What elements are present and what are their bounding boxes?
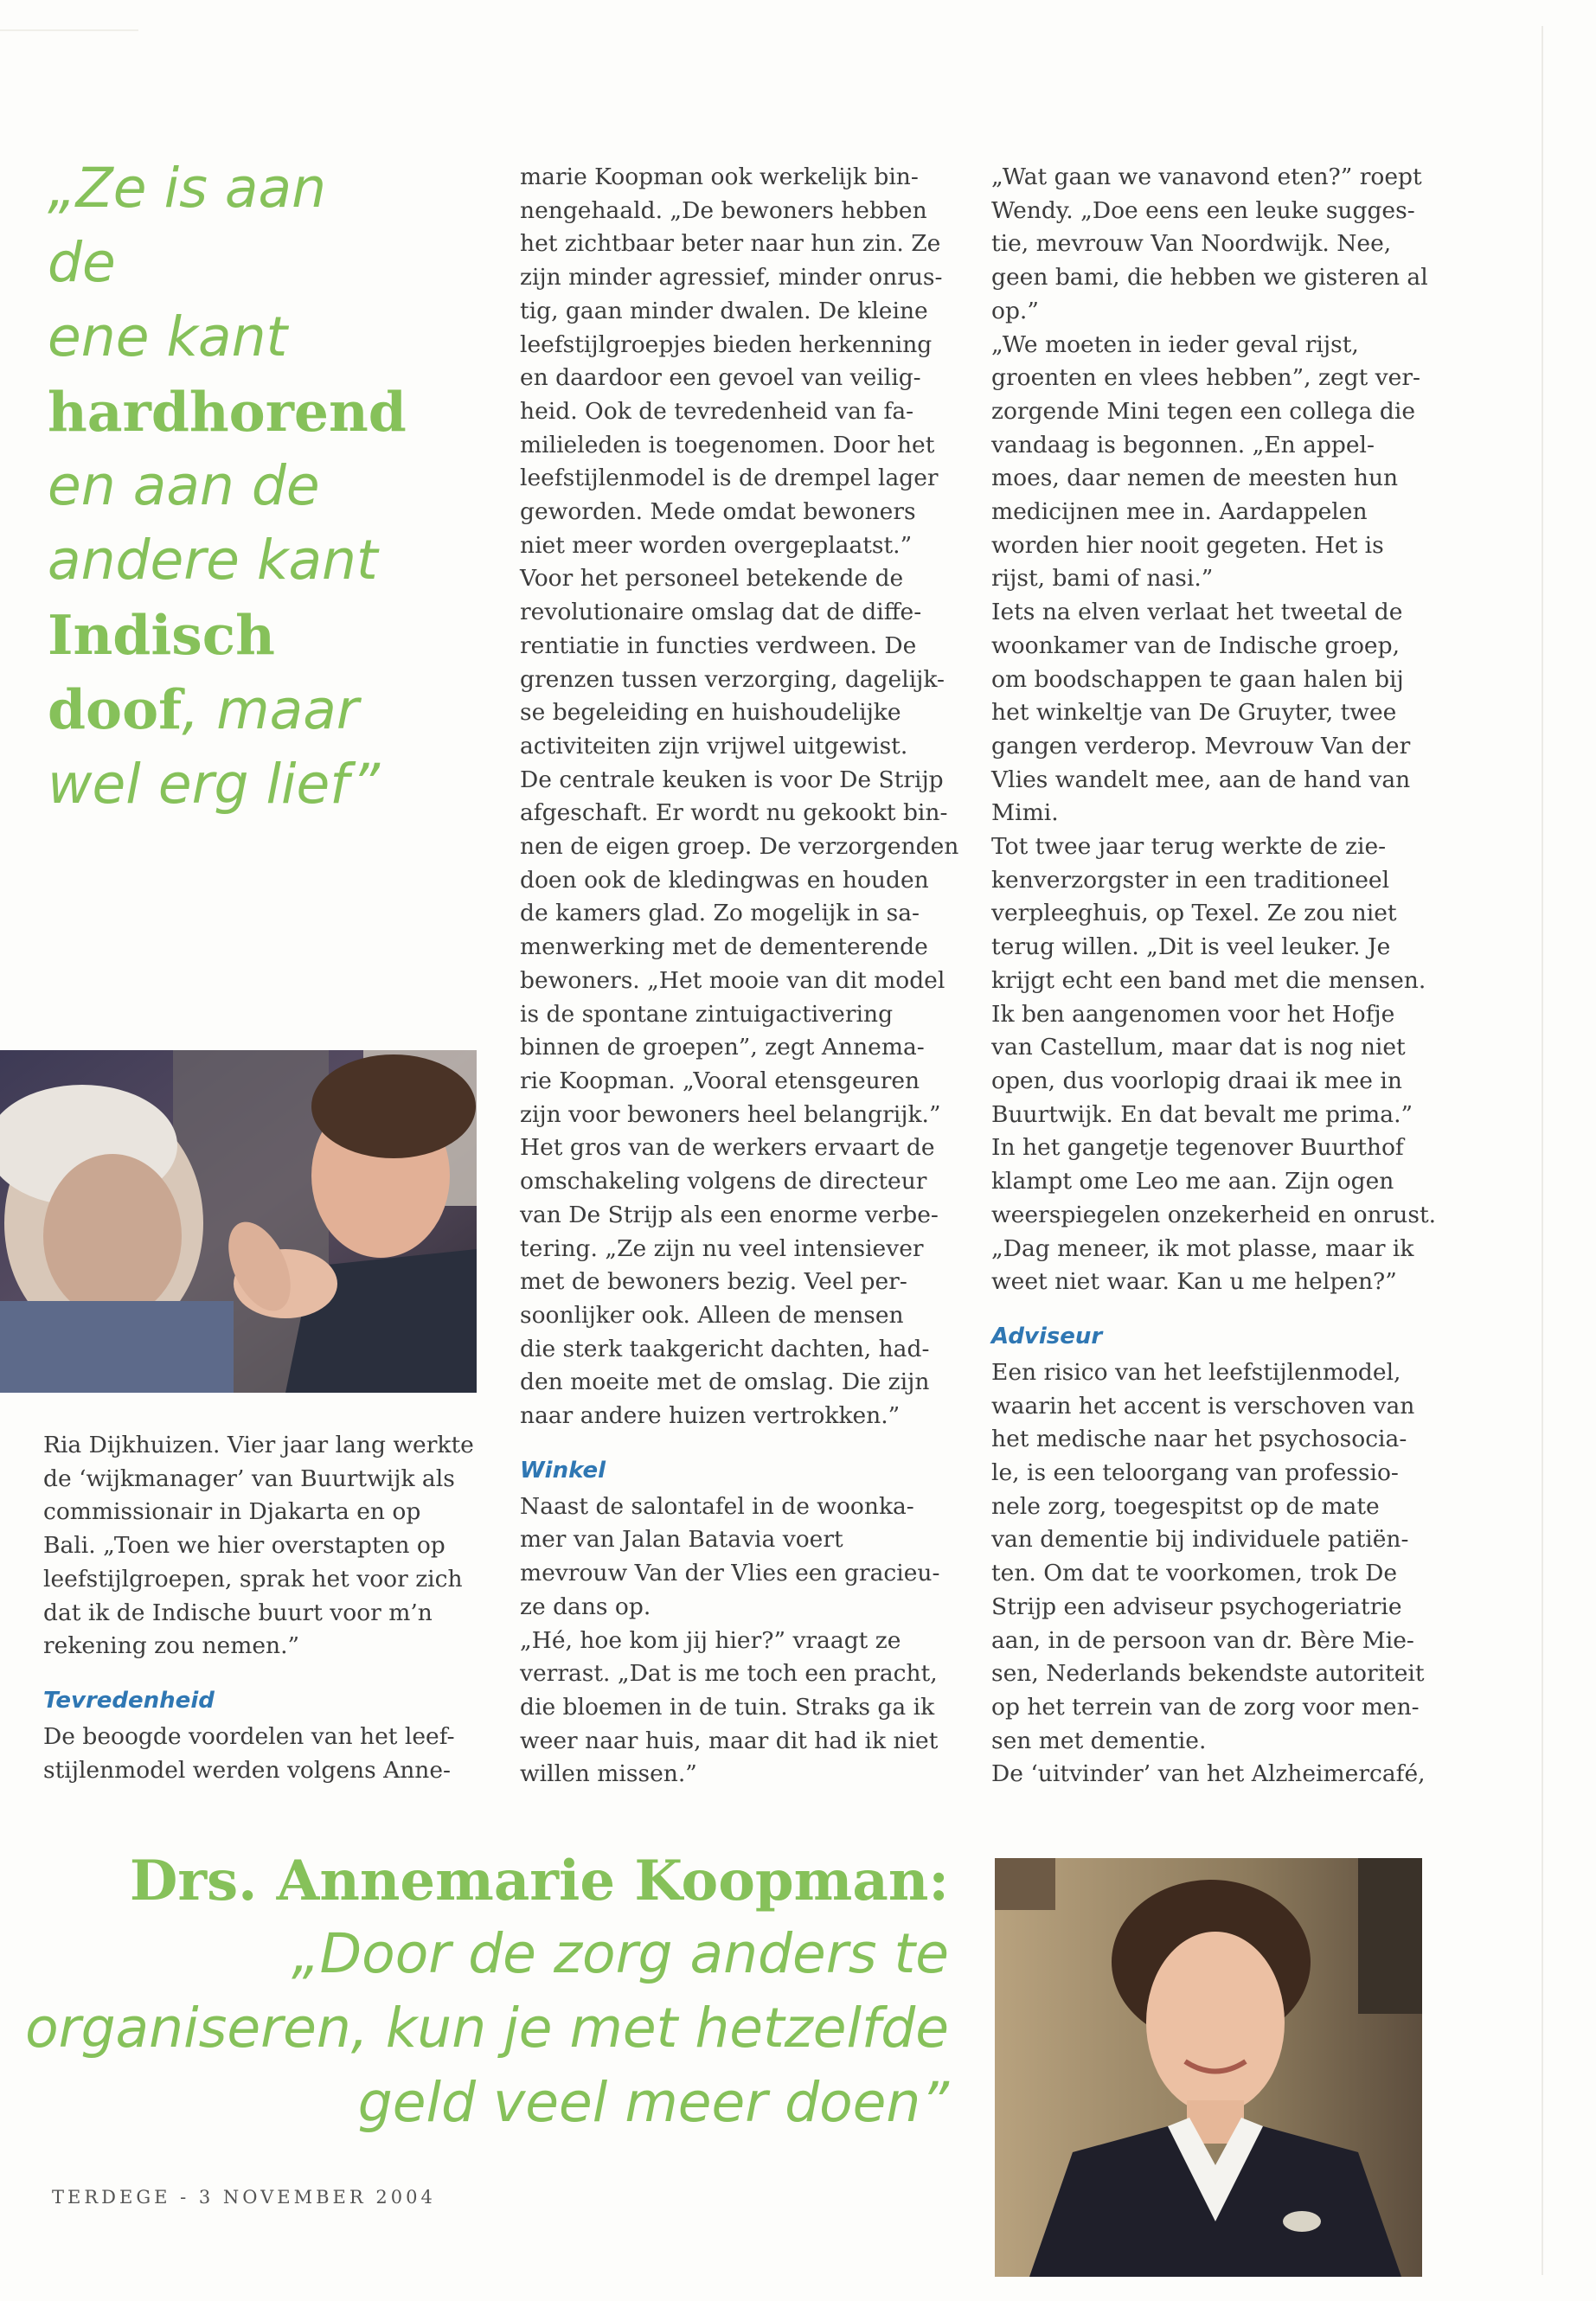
text-line: tering. „Ze zijn nu veel intensiever <box>520 1234 924 1262</box>
text-line: rijst, bami of nasi.” <box>991 565 1214 593</box>
text-line: weerspiegelen onzekerheid en onrust. <box>991 1201 1437 1228</box>
text-line: leefstijlgroepen, sprak het voor zich <box>43 1565 463 1593</box>
text-line: grenzen tussen verzorging, dagelijk- <box>520 665 945 693</box>
pull-quote <box>48 151 411 822</box>
quote-attribution-name: Drs. Annemarie Koopman: <box>129 1849 949 1913</box>
text-line: en daardoor een gevoel van veilig- <box>520 364 921 392</box>
section-subhead-tevredenheid: Tevredenheid <box>43 1687 215 1714</box>
pull-quote-line: ene kant <box>48 305 288 369</box>
pull-quote-emphasis: Indisch <box>48 603 275 667</box>
photo-portrait-annemarie-koopman <box>995 1858 1422 2277</box>
article-column-right <box>991 161 1441 1791</box>
text-line: nen de eigen groep. De verzorgenden <box>520 833 959 861</box>
text-line: op.” <box>991 297 1039 324</box>
text-line: zijn voor bewoners heel belangrijk.” <box>520 1100 941 1128</box>
pull-quote-line: wel erg lief” <box>48 753 380 816</box>
text-line: leefstijlgroepjes bieden herkenning <box>520 330 933 358</box>
text-line: stijlenmodel werden volgens Anne- <box>43 1756 452 1784</box>
text-line: Mimi. <box>991 799 1059 827</box>
text-line: heid. Ook de tevredenheid van fa- <box>520 397 914 425</box>
text-line: nele zorg, toegespitst op de mate <box>991 1492 1380 1520</box>
text-line: Iets na elven verlaat het tweetal de <box>991 599 1403 626</box>
pull-quote-emphasis: hardhorend <box>48 380 407 444</box>
text-line: woonkamer van de Indische groep, <box>991 631 1400 659</box>
text-line: medicijnen mee in. Aardappelen <box>991 498 1368 526</box>
text-line: waarin het accent is verschoven van <box>991 1392 1415 1420</box>
paragraph-block <box>991 161 1441 1299</box>
paragraph-block <box>520 161 959 1433</box>
text-line: dat ik de Indische buurt voor m’n <box>43 1599 433 1626</box>
text-line: Buurtwijk. En dat bevalt me prima.” <box>991 1100 1413 1128</box>
text-line: Het gros van de werkers ervaart de <box>520 1134 935 1162</box>
text-line: weet niet waar. Kan u me helpen?” <box>991 1268 1397 1296</box>
text-line: om boodschappen te gaan halen bij <box>991 665 1404 693</box>
paragraph-block <box>43 1721 493 1787</box>
text-line: mevrouw Van der Vlies een gracieu- <box>520 1560 940 1587</box>
text-line: De centrale keuken is voor De Strijp <box>520 766 944 793</box>
text-line: Ik ben aangenomen voor het Hofje <box>991 1000 1395 1028</box>
text-line: zorgende Mini tegen een collega die <box>991 397 1416 425</box>
text-line: Bali. „Toen we hier overstapten op <box>43 1532 445 1560</box>
text-line: sen, Nederlands bekendste autoriteit <box>991 1660 1425 1688</box>
section-subhead-adviseur: Adviseur <box>991 1323 1103 1349</box>
text-line: moes, daar nemen de meesten hun <box>991 465 1399 492</box>
text-line: gangen verderop. Mevrouw Van der <box>991 732 1411 760</box>
text-line: menwerking met de dementerende <box>520 933 928 961</box>
text-line: krijgt echt een band met die mensen. <box>991 966 1426 994</box>
paragraph-block <box>991 1356 1441 1791</box>
text-line: De ‘uitvinder’ van het Alzheimercafé, <box>991 1760 1426 1788</box>
text-line: willen missen.” <box>520 1760 697 1788</box>
text-line: Naast de salontafel in de woonka- <box>520 1492 914 1520</box>
text-line: rie Koopman. „Vooral etensgeuren <box>520 1067 920 1094</box>
text-line: In het gangetje tegenover Buurthof <box>991 1134 1404 1162</box>
text-line: Strijp een adviseur psychogeriatrie <box>991 1593 1402 1620</box>
bottom-quote-line: „Door de zorg anders te <box>292 1922 949 1985</box>
text-line: bewoners. „Het mooie van dit model <box>520 966 945 994</box>
text-line: ze dans op. <box>520 1593 651 1620</box>
text-line: niet meer worden overgeplaatst.” <box>520 531 913 559</box>
text-line: rekening zou nemen.” <box>43 1632 300 1660</box>
text-line: is de spontane zintuigactivering <box>520 1000 894 1028</box>
text-line: verpleeghuis, op Texel. Ze zou niet <box>991 900 1397 927</box>
text-line: open, dus voorlopig draai ik mee in <box>991 1067 1402 1094</box>
text-line: Wendy. „Doe eens een leuke sugges- <box>991 196 1415 224</box>
photo-illustration <box>0 1050 477 1393</box>
text-line: revolutionaire omslag dat de diffe- <box>520 599 922 626</box>
text-line: „Dag meneer, ik mot plasse, maar ik <box>991 1234 1414 1262</box>
text-line: marie Koopman ook werkelijk bin- <box>520 163 919 190</box>
text-line: geworden. Mede omdat bewoners <box>520 498 916 526</box>
text-line: commissionair in Djakarta en op <box>43 1498 421 1526</box>
text-line: activiteiten zijn vrijwel uitgewist. <box>520 732 908 760</box>
text-line: tie, mevrouw Van Noordwijk. Nee, <box>991 230 1392 258</box>
text-line: geen bami, die hebben we gisteren al <box>991 264 1428 292</box>
pull-quote-line: „Ze is aan de <box>48 157 327 294</box>
bottom-quote-line: organiseren, kun je met hetzelfde <box>25 1997 949 2060</box>
text-line: Vlies wandelt mee, aan de hand van <box>991 766 1411 793</box>
text-line: van dementie bij individuele patiën- <box>991 1526 1409 1554</box>
text-line: de kamers glad. Zo mogelijk in sa- <box>520 900 920 927</box>
text-line: de ‘wijkmanager’ van Buurtwijk als <box>43 1465 455 1492</box>
text-line: le, is een teloorgang van professio- <box>991 1459 1399 1487</box>
text-line: De beoogde voordelen van het leef- <box>43 1722 455 1750</box>
pull-quote-line: , maar <box>182 678 359 741</box>
text-line: „Hé, hoe kom jij hier?” vraagt ze <box>520 1626 901 1654</box>
text-line: „Wat gaan we vanavond eten?” roept <box>991 163 1422 190</box>
text-line: klampt ome Leo me aan. Zijn ogen <box>991 1168 1394 1195</box>
text-line: kenverzorgster in een traditioneel <box>991 866 1390 894</box>
text-line: verrast. „Dat is me toch een pracht, <box>520 1660 938 1688</box>
text-line: se begeleiding en huishoudelijke <box>520 699 901 727</box>
text-line: op het terrein van de zorg voor men- <box>991 1693 1420 1721</box>
page-edge-line <box>1542 26 1543 2275</box>
text-line: aan, in de persoon van dr. Bère Mie- <box>991 1626 1414 1654</box>
text-line: Tot twee jaar terug werkte de zie- <box>991 833 1387 861</box>
pull-quote-line: andere kant <box>48 529 378 592</box>
text-line: ten. Om dat te voorkomen, trok De <box>991 1560 1398 1587</box>
text-line: „We moeten in ieder geval rijst, <box>991 330 1359 358</box>
text-line: tig, gaan minder dwalen. De kleine <box>520 297 928 324</box>
text-line: leefstijlenmodel is de drempel lager <box>520 465 939 492</box>
text-line: het winkeltje van De Gruyter, twee <box>991 699 1397 727</box>
text-line: die sterk taakgericht dachten, had- <box>520 1335 930 1362</box>
text-line: rentiatie in functies verdween. De <box>520 631 917 659</box>
text-line: naar andere huizen vertrokken.” <box>520 1402 901 1430</box>
paragraph-block <box>520 1490 952 1791</box>
bottom-quote-line: geld veel meer doen” <box>357 2071 949 2134</box>
text-line: den moeite met de omslag. Die zijn <box>520 1368 930 1396</box>
text-line: van Castellum, maar dat is nog niet <box>991 1034 1406 1061</box>
text-line: doen ook de kledingwas en houden <box>520 866 929 894</box>
text-line: omschakeling volgens de directeur <box>520 1168 927 1195</box>
page-footer: TERDEGE - 3 NOVEMBER 2004 <box>52 2187 436 2208</box>
text-line: soonlijker ook. Alleen de mensen <box>520 1301 904 1329</box>
text-line: terug willen. „Dit is veel leuker. Je <box>991 933 1391 961</box>
text-line: het zichtbaar beter naar hun zin. Ze <box>520 230 941 258</box>
text-line: worden hier nooit gegeten. Het is <box>991 531 1384 559</box>
text-line: Ria Dijkhuizen. Vier jaar lang werkte <box>43 1432 474 1458</box>
pull-quote-emphasis: doof <box>48 677 183 741</box>
section-subhead-winkel: Winkel <box>520 1457 606 1484</box>
text-line: Een risico van het leefstijlenmodel, <box>991 1358 1401 1386</box>
text-line: die bloemen in de tuin. Straks ga ik <box>520 1693 935 1721</box>
article-column-middle <box>520 161 959 1791</box>
photo-elderly-woman-and-caregiver <box>0 1050 477 1393</box>
pull-quote-line-mixed <box>48 672 411 747</box>
text-line: zijn minder agressief, minder onrus- <box>520 264 943 292</box>
text-line: weer naar huis, maar dit had ik niet <box>520 1727 939 1754</box>
text-line: vandaag is begonnen. „En appel- <box>991 431 1375 458</box>
text-line: mer van Jalan Batavia voert <box>520 1526 843 1554</box>
text-line: groenten en vlees hebben”, zegt ver- <box>991 364 1420 392</box>
pull-quote-line: en aan de <box>48 454 320 517</box>
top-edge-mark <box>0 29 138 31</box>
text-line: met de bewoners bezig. Veel per- <box>520 1268 907 1296</box>
text-line: binnen de groepen”, zegt Annema- <box>520 1034 925 1061</box>
paragraph-block <box>43 1429 493 1663</box>
text-line: het medische naar het psychosocia- <box>991 1426 1407 1453</box>
text-line: nengehaald. „De bewoners hebben <box>520 196 927 224</box>
article-column-left <box>43 1429 493 1787</box>
portrait-illustration <box>995 1858 1422 2277</box>
text-line: van De Strijp als een enorme verbe- <box>520 1201 939 1228</box>
text-line: Voor het personeel betekende de <box>520 565 904 593</box>
text-line: afgeschaft. Er wordt nu gekookt bin- <box>520 799 948 827</box>
text-line: sen met dementie. <box>991 1727 1207 1754</box>
text-line: milieleden is toegenomen. Door het <box>520 431 935 458</box>
